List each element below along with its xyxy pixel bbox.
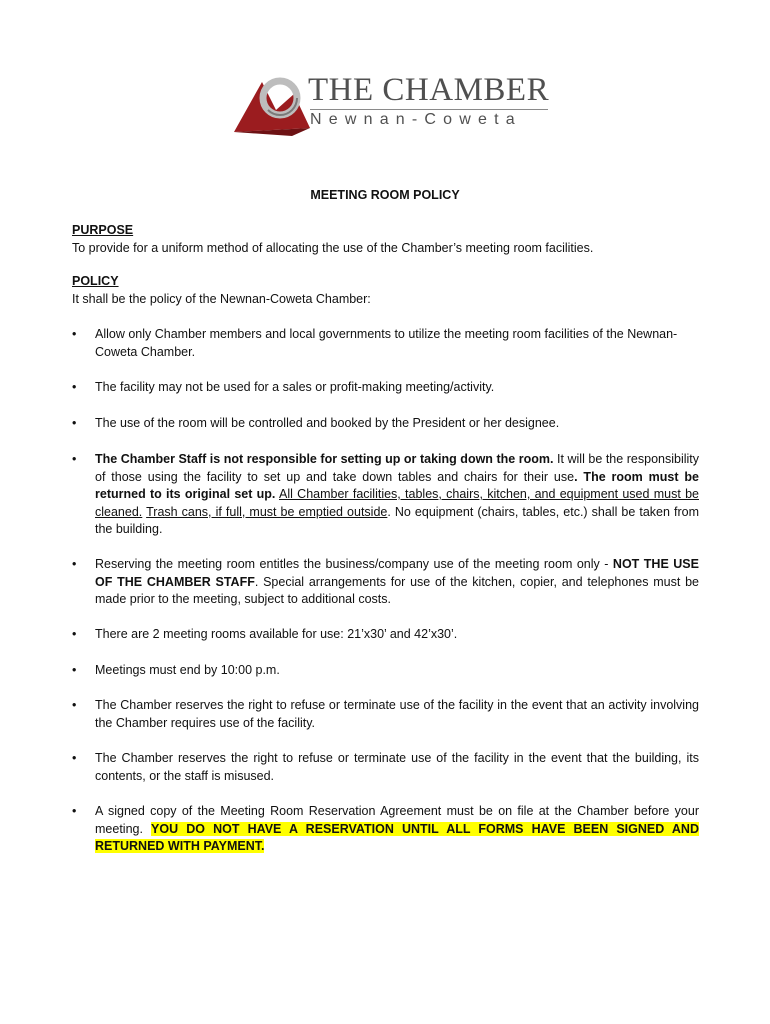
page-title: MEETING ROOM POLICY	[310, 188, 460, 202]
bullet-icon: •	[72, 627, 77, 641]
policy-intro: It shall be the policy of the Newnan-Coweta Chamber:	[72, 291, 371, 306]
cleaned-text: All Chamber facilities, tables, chairs, kitchen, and equipment used must be cleaned.	[95, 487, 699, 519]
special-arrangements-text: . Special arrangements for use of the kitchen, copier, and telephones must be made prior to the meeting, subject to additional costs.	[95, 574, 699, 606]
list-item: There are 2 meeting rooms available for use: 21’x30’ and 42’x30’.	[95, 627, 458, 641]
logo-subtitle: Newnan-Coweta	[310, 111, 522, 128]
chamber-emblem-icon	[232, 70, 312, 140]
bullet-icon: •	[72, 452, 77, 466]
bullet-icon: •	[72, 751, 77, 765]
list-item: Allow only Chamber members and local governments to utilize the meeting room facilities of the Newnan-Coweta Chamber.	[95, 327, 678, 359]
list-item: The Chamber reserves the right to refuse or terminate use of the facility in the event that an activity involving the Chamber requires use of the facility.	[95, 698, 699, 730]
purpose-text: To provide for a uniform method of allocating the use of the Chamber’s meeting room facilities.	[72, 240, 594, 255]
signed-copy-text: A signed copy of the Meeting Room Reservation Agreement must be on file at the Chamber before your meeting.	[95, 804, 699, 836]
setup-responsibility-text: It will be the responsibility of those using the facility to set up and take down tables and chairs for their use	[95, 452, 699, 484]
list-item	[95, 451, 699, 539]
original-setup-text: . The room must be returned to its original set up.	[95, 469, 699, 501]
list-item: The facility may not be used for a sales or profit-making meeting/activity.	[95, 380, 495, 394]
reservation-warning: YOU DO NOT HAVE A RESERVATION UNTIL ALL FORMS HAVE BEEN SIGNED AND RETURNED WITH PAYMENT.	[95, 821, 699, 853]
list-item: Meetings must end by 10:00 p.m.	[95, 663, 280, 677]
bullet-icon: •	[72, 557, 77, 571]
policy-section	[72, 273, 702, 308]
bullet-icon: •	[72, 663, 77, 677]
policy-heading: POLICY	[72, 274, 119, 288]
staff-not-responsible-text: The Chamber Staff is not responsible for setting up or taking down the room.	[95, 452, 554, 466]
logo-title: THE CHAMBER	[308, 72, 550, 108]
logo-divider	[310, 109, 548, 110]
list-item	[95, 556, 699, 609]
list-item: The Chamber reserves the right to refuse or terminate use of the facility in the event that the building, its contents, or the staff is misused.	[95, 751, 699, 783]
trash-text: Trash cans, if full, must be emptied outside	[146, 504, 388, 519]
bullet-icon: •	[72, 327, 77, 341]
chamber-logo	[232, 70, 562, 140]
no-equipment-text: . No equipment (chairs, tables, etc.) shall be taken from the building.	[95, 504, 700, 536]
list-item: The use of the room will be controlled and booked by the President or her designee.	[95, 416, 560, 430]
not-staff-text: NOT THE USE OF THE CHAMBER STAFF	[95, 557, 699, 589]
bullet-icon: •	[72, 804, 77, 818]
bullet-icon: •	[72, 380, 77, 394]
purpose-section	[72, 222, 702, 257]
reserving-text: Reserving the meeting room entitles the business/company use of the meeting room only -	[95, 557, 613, 571]
purpose-heading: PURPOSE	[72, 223, 134, 237]
bullet-icon: •	[72, 416, 77, 430]
list-item	[95, 803, 699, 856]
bullet-icon: •	[72, 698, 77, 712]
